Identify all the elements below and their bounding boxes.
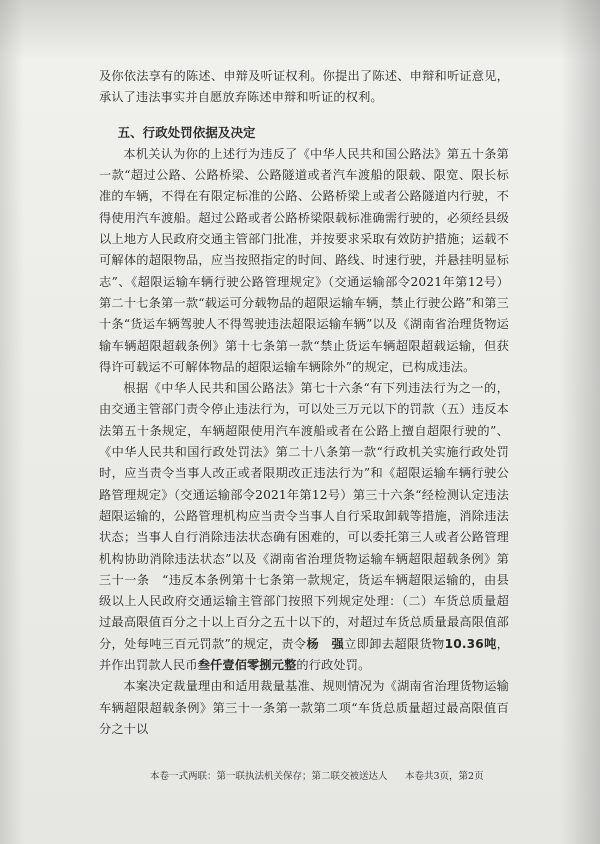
page-shadow-right xyxy=(560,0,600,844)
penalty-legal-text: 根据《中华人民共和国公路法》第七十六条“有下列违法行为之一的，由交通主管部门责令停止违法行为，可以处三万元以下的罚款（五）违反本法第五十条规定，车辆超限使用汽车渡船或者在公路上擅自超限行驶的”、《中华人民共和国行政处罚法》第二十八条第一款“行政机关实施行政处罚时，应当责令当事人改正或者限期改正违法行为”和《超限运输车辆行驶公路管理规定》（交通运输部令2021年第12号）第三十六条“经检测认定违法超限运输的，公路管理机构应当责令当事人自行采取卸载等措施，消除违法状态；当事人自行消除违法状态确有困难的，可以委托第三人或者公路管理机构协助消除违法状态”以及《湖南省治理货物运输车辆超限超载条例》第三十一条 “违反本条例第十七条第一款规定，货运车辆超限运输的，由县级以上人民政府交通运输主管部门按照下列规定处理：（二）车货总质量超过最高限值百分之十以上百分之五十以下的，对超过车货总质量最高限值部分，处每吨三百元罚款”的规定，责令 xyxy=(99,381,509,651)
footer-page-number: 本卷共3页，第2页 xyxy=(405,771,484,782)
penalty-ending: 的行政处罚。 xyxy=(296,658,371,673)
paragraph-violation-basis: 本机关认为你的上述行为违反了《中华人民共和国公路法》第五十条第一款“超过公路、公路桥梁、公路隧道或者汽车渡船的限载、限宽、限长标准的车辆，不得在有限定标准的公路、公路桥梁上或者公路隧道内行驶，不得使用汽车渡船。超过公路或者公路桥梁限载标准确需行驶的，必须经县级以上地方人民政府交通主管部门批准，并按要求采取有效防护措施；运载不可解体的超限物品，应当按照指定的时间、路线、时速行驶，并悬挂明显标志”、《超限运输车辆行驶公路管理规定》（交通运输部令2021年第12号）第二十七条第一款“载运可分载物品的超限运输车辆，禁止行驶公路”和第三十条“货运车辆驾驶人不得驾驶违法超限运输车辆”以及《湖南省治理货物运输车辆超限超载条例》第十七条第一款“禁止货运车辆超限超载运输，但获得许可载运不可解体物品的超限运输车辆除外”的规定，已构成违法。 xyxy=(99,146,509,374)
fine-text: ，并作出罚款人民币 xyxy=(99,636,510,673)
page-shadow-left xyxy=(0,0,24,844)
paragraph-rights-statement: 及你依法享有的陈述、申辩及听证权利。你提出了陈述、申辩和听证意见，承认了违法事实并自愿放弃陈述申辩和听证的权利。 xyxy=(99,69,509,105)
page-shadow-top xyxy=(0,0,600,60)
fine-amount: 叁仟壹佰零捌元整 xyxy=(197,658,297,673)
paragraph-penalty-decision xyxy=(99,378,509,676)
party-name: 杨 强 xyxy=(306,636,345,651)
section-heading: 五、行政处罚依据及决定 xyxy=(117,124,256,140)
document-body xyxy=(99,66,509,740)
paragraph-discretion: 本案决定裁量理由和适用裁量基准、规则情况为《湖南省治理货物运输车辆超限超载条例》第三十一条第一款第二项“车货总质量超过最高限值百分之十以 xyxy=(99,679,509,736)
overload-weight: 10.36吨 xyxy=(444,636,497,651)
unload-text: 立即卸去超限货物 xyxy=(344,636,445,651)
footer-copies-note: 本卷一式两联：第一联执法机关保存；第二联交被送达人 xyxy=(150,771,388,782)
